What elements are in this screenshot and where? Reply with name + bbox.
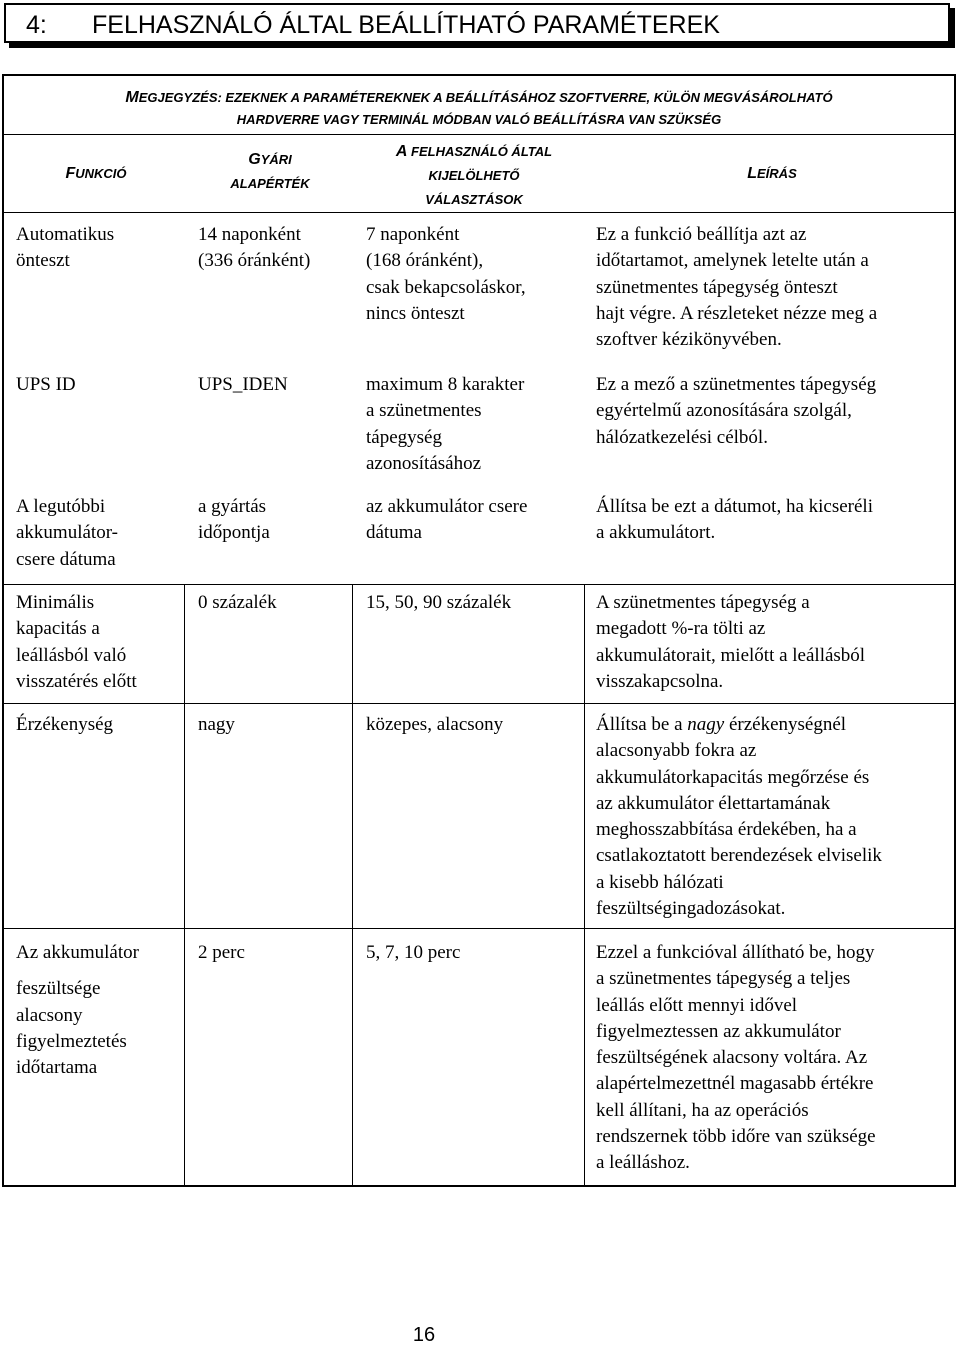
row-4-choices	[366, 590, 582, 616]
header-choices-text-1: FELHASZNÁLÓ ÁLTAL	[407, 144, 553, 159]
row-5-choices	[366, 712, 582, 738]
row-1-function-line: önteszt	[16, 250, 70, 272]
row-6-description-line: rendszernek több időre van szüksége	[596, 1126, 876, 1148]
note-initial: M	[125, 89, 139, 106]
row-3-choices	[366, 494, 582, 547]
row-4-function-line: Minimális	[16, 592, 95, 613]
row-divider-5-6	[4, 928, 954, 929]
row-1-choices	[366, 222, 582, 327]
header-choices-initial: A	[395, 143, 408, 160]
section-number: 4:	[26, 11, 47, 39]
row-2-choices-line: tápegység	[366, 426, 442, 448]
row-6-description-line: leállás előtt mennyi idővel	[596, 994, 798, 1016]
row-2-choices-line: azonosításához	[366, 452, 482, 474]
row-2-description-line: hálózatkezelési célból.	[596, 426, 768, 448]
row-1-description-line: időtartamot, amelynek letelte után a	[596, 250, 869, 272]
row-3-function-line: A legutóbbi	[16, 496, 106, 517]
row-3-description	[596, 494, 952, 547]
row-4-description-line: megadott %-ra tölti az	[596, 618, 766, 640]
row-5-default-line: nagy	[198, 714, 235, 735]
column-divider-3	[584, 584, 585, 1185]
row-6-description-line: alapértelmezettnél magasabb értékre	[596, 1073, 874, 1095]
header-description-text: EÍRÁS	[757, 166, 797, 181]
row-4-choices-line: 15, 50, 90 százalék	[366, 592, 512, 613]
row-4-description-line: visszakapcsolna.	[596, 670, 724, 692]
row-6-default	[198, 940, 358, 966]
row-6-function-line: feszültsége	[16, 978, 101, 1000]
row-2-default	[198, 372, 358, 398]
header-divider	[4, 212, 954, 213]
row-5-default	[198, 712, 358, 738]
header-choices-text-3: VÁLASZTÁSOK	[425, 192, 523, 207]
row-5-description-line: meghosszabbítása érdekében, ha a	[596, 819, 857, 841]
row-1-description	[596, 222, 952, 353]
row-6-choices	[366, 940, 582, 966]
header-default-text-1: YÁRI	[260, 152, 292, 167]
row-6-description-line: kell állítani, ha az operációs	[596, 1099, 809, 1121]
section-title-text: FELHASZNÁLÓ ÁLTAL BEÁLLÍTHATÓ PARAMÉTEREK	[92, 11, 720, 39]
row-2-description	[596, 372, 952, 451]
row-1-default-line: 14 naponként	[198, 224, 301, 245]
row-2-choices-line: a szünetmentes	[366, 400, 482, 422]
header-default-initial: G	[248, 151, 261, 168]
row-divider-4-5	[4, 703, 954, 704]
row-3-description-line: a akkumulátort.	[596, 522, 716, 544]
row-1-default-line: (336 óránként)	[198, 250, 311, 272]
section-title-box	[4, 3, 950, 43]
header-description-initial: L	[747, 165, 758, 182]
row-1-description-line: hajt végre. A részleteket nézze meg a	[596, 302, 878, 324]
row-6-choices-line: 5, 7, 10 perc	[366, 942, 461, 963]
row-2-choices-line: maximum 8 karakter	[366, 374, 525, 395]
row-3-description-line: Állítsa be ezt a dátumot, ha kicseréli	[596, 496, 873, 517]
row-5-description-italic: nagy	[687, 714, 725, 735]
row-1-description-line: szoftver kézikönyvében.	[596, 329, 782, 351]
parameters-table-box	[2, 74, 956, 1187]
row-4-description-line: A szünetmentes tápegység a	[596, 592, 810, 613]
row-2-function	[16, 372, 186, 398]
row-6-description	[596, 940, 952, 1177]
row-5-description-line: feszültségingadozásokat.	[596, 898, 786, 920]
row-1-choices-line: nincs önteszt	[366, 302, 465, 324]
row-6-description-line: figyelmeztessen az akkumulátor	[596, 1020, 841, 1042]
row-4-function	[16, 590, 186, 695]
row-5-function	[16, 712, 186, 738]
column-divider-1	[184, 584, 185, 1185]
row-6-function	[16, 940, 186, 1081]
row-3-function-line: akkumulátor-	[16, 522, 118, 544]
row-2-description-line: Ez a mező a szünetmentes tápegység	[596, 374, 877, 395]
row-5-description-line: csatlakoztatott berendezések elviselik	[596, 845, 882, 867]
page-number: 16	[412, 1324, 436, 1346]
row-3-choices-line: az akkumulátor csere	[366, 496, 528, 517]
row-6-description-line: a leálláshoz.	[596, 1152, 690, 1174]
row-1-default	[198, 222, 358, 275]
row-4-description-line: akkumulátorait, mielőtt a leállásból	[596, 644, 866, 666]
header-function-text: UNKCIÓ	[75, 166, 127, 181]
row-2-default-line: UPS_IDEN	[198, 374, 288, 395]
row-4-description	[596, 590, 952, 695]
row-5-description-line: az akkumulátor élettartamának	[596, 792, 831, 814]
row-5-description-text: érzékenységnél	[724, 714, 847, 735]
row-1-description-line: szünetmentes tápegység önteszt	[596, 276, 838, 298]
row-2-function-line: UPS ID	[16, 374, 76, 395]
header-choices	[356, 140, 592, 212]
row-5-description-first-line	[596, 712, 952, 738]
row-5-description-line: akkumulátorkapacitás megőrzése és	[596, 766, 870, 788]
row-4-function-line: leállásból való	[16, 644, 127, 666]
header-default-text-2: ALAPÉRTÉK	[230, 176, 310, 191]
header-description	[594, 162, 950, 186]
row-5-description	[596, 712, 952, 922]
row-2-description-line: egyértelmű azonosítására szolgál,	[596, 400, 852, 422]
row-1-function	[16, 222, 186, 275]
column-divider-2	[352, 584, 353, 1185]
row-4-function-line: visszatérés előtt	[16, 670, 137, 692]
row-1-function-line: Automatikus	[16, 224, 115, 245]
row-3-choices-line: dátuma	[366, 522, 422, 544]
row-1-choices-line: 7 naponként	[366, 224, 460, 245]
row-3-default-line: időpontja	[198, 522, 270, 544]
row-3-function-line: csere dátuma	[16, 548, 116, 570]
row-5-description-line: a kisebb hálózati	[596, 871, 724, 893]
row-1-choices-line: csak bekapcsoláskor,	[366, 276, 526, 298]
row-3-default-line: a gyártás	[198, 496, 267, 517]
note-line-2: HARDVERRE VAGY TERMINÁL MÓDBAN VALÓ BEÁLLÍTÁSRA VAN SZÜKSÉG	[236, 112, 722, 127]
header-default	[190, 148, 350, 196]
note-line-1	[4, 86, 954, 110]
header-function-initial: F	[65, 165, 76, 182]
row-1-description-line: Ez a funkció beállítja azt az	[596, 224, 807, 245]
row-5-function-line: Érzékenység	[16, 714, 114, 735]
row-6-description-line: feszültségének alacsony voltára. Az	[596, 1047, 868, 1069]
row-6-description-line: a szünetmentes tápegység a teljes	[596, 968, 851, 990]
row-3-function	[16, 494, 186, 573]
row-6-function-line: figyelmeztetés	[16, 1030, 127, 1052]
note-line-1-text: EGJEGYZÉS: EZEKNEK A PARAMÉTEREKNEK A BEÁLLÍTÁSÁHOZ SZOFTVERRE, KÜLÖN MEGVÁSÁROLHATÓ	[138, 90, 833, 105]
note-divider	[4, 134, 954, 135]
row-divider-3-4	[4, 584, 954, 585]
header-function	[16, 162, 176, 186]
row-2-choices	[366, 372, 582, 477]
row-6-function-line: Az akkumulátor	[16, 942, 139, 963]
row-3-default	[198, 494, 358, 547]
row-6-function-line: időtartama	[16, 1057, 98, 1079]
header-choices-text-2: KIJELÖLHETŐ	[428, 168, 520, 183]
row-4-default	[198, 590, 358, 616]
row-4-function-line: kapacitás a	[16, 618, 100, 640]
row-5-description-text: Állítsa be a	[596, 714, 688, 735]
row-6-description-line: Ezzel a funkcióval állítható be, hogy	[596, 942, 875, 963]
row-6-default-line: 2 perc	[198, 942, 245, 963]
row-5-description-line: alacsonyabb fokra az	[596, 740, 757, 762]
row-4-default-line: 0 százalék	[198, 592, 277, 613]
row-5-choices-line: közepes, alacsony	[366, 714, 504, 735]
row-1-choices-line: (168 óránként),	[366, 250, 484, 272]
row-6-function-line: alacsony	[16, 1004, 83, 1026]
